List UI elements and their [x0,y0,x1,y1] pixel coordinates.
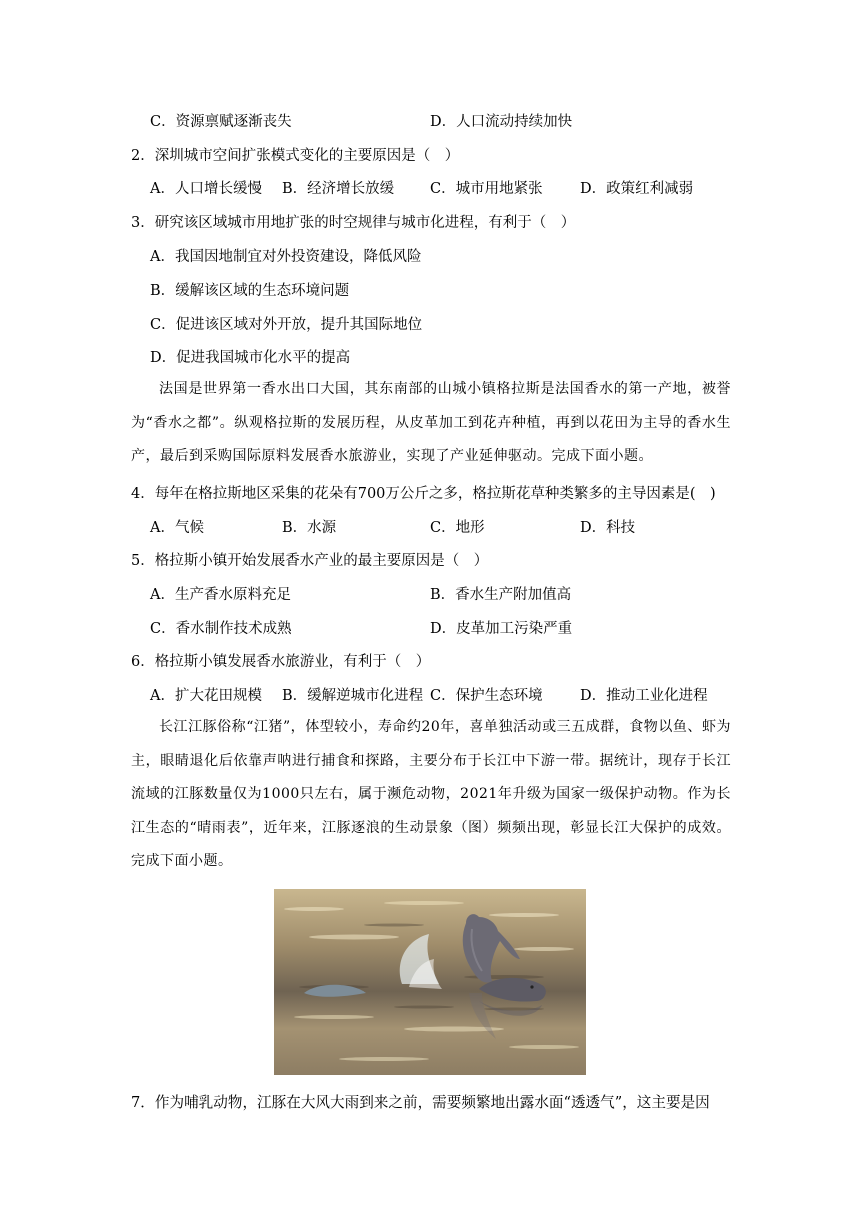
q4-option-c: C．地形 [430,520,485,536]
q2-option-a: A．人口增长缓慢 [150,181,262,197]
q3-option-a: A．我国因地制宜对外投资建设，降低风险 [150,249,422,265]
q2-option-c: C．城市用地紧张 [430,181,543,197]
q6-stem: 6．格拉斯小镇发展香水旅游业，有利于（ ） [131,654,431,670]
q1-option-d: D．人口流动持续加快 [430,114,573,130]
q4-stem: 4．每年在格拉斯地区采集的花朵有700万公斤之多，格拉斯花草种类繁多的主导因素是( ) [131,486,716,502]
q3-option-c: C．促进该区域对外开放，提升其国际地位 [150,317,423,333]
q3-option-b: B．缓解该区域的生态环境问题 [150,283,350,299]
q6-option-a: A．扩大花田规模 [150,688,262,704]
q5-option-c: C．香水制作技术成熟 [150,621,292,637]
q6-option-c: C．保护生态环境 [430,688,543,704]
q3-stem: 3．研究该区域城市用地扩张的时空规律与城市化进程，有利于（ ） [131,215,576,231]
q5-option-b: B．香水生产附加值高 [430,587,572,603]
q4-option-d: D．科技 [580,520,636,536]
q2-stem: 2．深圳城市空间扩张模式变化的主要原因是（ ） [131,148,460,164]
q4-option-b: B．水源 [282,520,337,536]
passage-grasse: 法国是世界第一香水出口大国，其东南部的山城小镇格拉斯是法国香水的第一产地，被誉为“香水之都”。纵观格拉斯的发展历程，从皮革加工到花卉种植，再到以花田为主导的香水生产，最后到采购国际原料发展香水旅游业，实现了产业延伸驱动。完成下面小题。 [131,381,731,464]
porpoise-illustration [274,889,586,1075]
q7-stem: 7．作为哺乳动物，江豚在大风大雨到来之前，需要频繁地出露水面“透透气”，这主要是因 [131,1094,710,1111]
q5-option-d: D．皮革加工污染严重 [430,621,573,637]
q6-option-b: B．缓解逆城市化进程 [282,688,424,704]
q6-option-d: D．推动工业化进程 [580,688,708,704]
q2-option-b: B．经济增长放缓 [282,181,395,197]
q4-option-a: A．气候 [150,520,204,536]
q1-option-c: C．资源禀赋逐渐丧失 [150,114,292,130]
porpoise-photo [274,889,586,1075]
passage-finless-porpoise: 长江江豚俗称“江猪”，体型较小，寿命约20年，喜单独活动或三五成群，食物以鱼、虾为主，眼睛退化后依靠声呐进行捕食和探路，主要分布于长江中下游一带。据统计，现存于长江流域的江豚数量仅为1000只左右，属于濒危动物，2021年升级为国家一级保护动物。作为长江生态的“晴雨表”，近年来，江豚逐浪的生动景象（图）频频出现，彰显长江大保护的成效。完成下面小题。 [131,719,731,869]
q3-option-d: D．促进我国城市化水平的提高 [150,350,351,366]
q5-stem: 5．格拉斯小镇开始发展香水产业的最主要原因是（ ） [131,553,489,569]
q2-option-d: D．政策红利减弱 [580,181,694,197]
q5-option-a: A．生产香水原料充足 [150,587,291,603]
